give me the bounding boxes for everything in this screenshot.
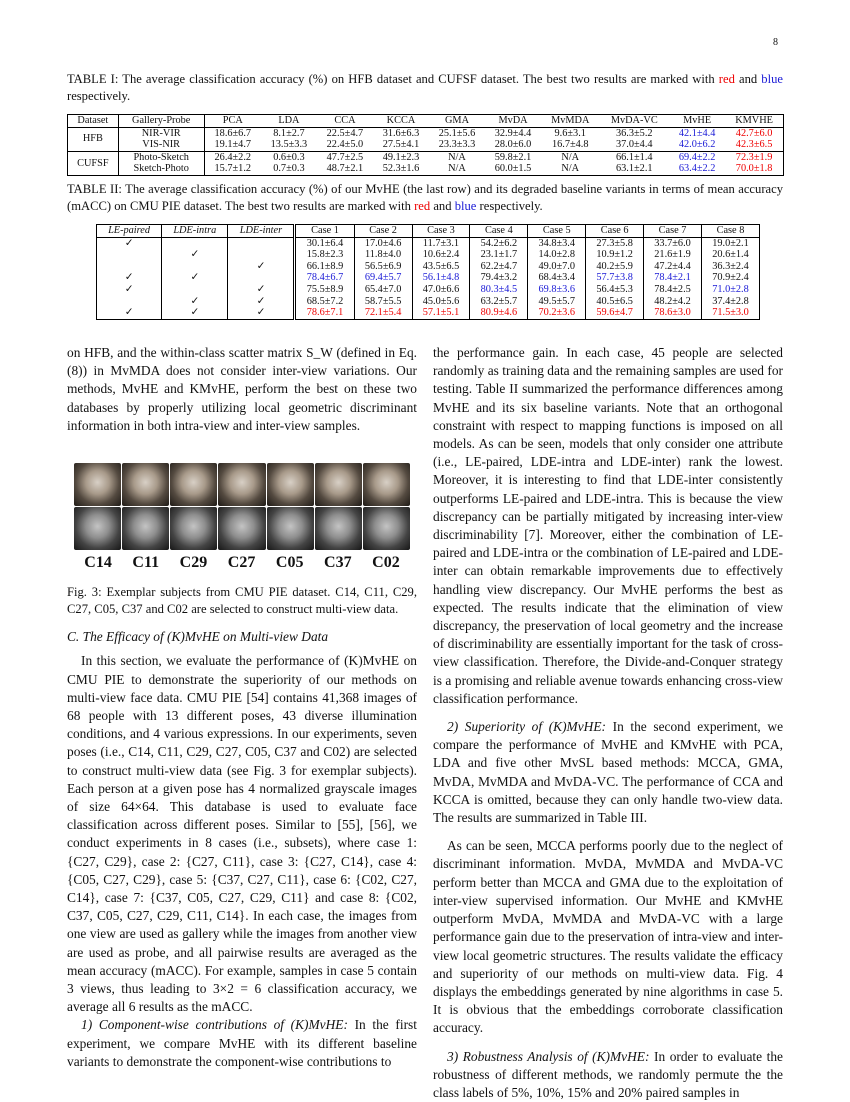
table1-caption (67, 71, 783, 105)
right-paragraph-4-text: In order to evaluate the robustness of different methods, we randomly permute the the class labels of 5%, 10%, 15% and 20% paired samples in (433, 1048, 783, 1100)
table2 (96, 224, 760, 320)
right-paragraph-1: the performance gain. In each case, 45 people are selected randomly as training data and the remaining samples are used for testing. Table II summarized the performance differences among MvHE and its six baseline variants. Note that an orthogonal constraint with respect to mapping functions is imposed on all models. As can be seen, models that only consider one attribute (i.e., LE-paired, LDE-intra and LDE-inter) rank the lowest. Moreover, it is interesting to find that LDE-inter consistently outperforms LE-paired and LDE-intra. This is because the view discrepancy can be partially mitigated by increasing inter-view discriminability [7]. Moreover, either the combination of LE-paired and LDE-intra or the combination of LE-paired and LDE-inter can obtain remarkable improvements due to effectively handling view discrepancy. Our MvHE performs the best as expected. The results indicate that the elimination of view discrepancy, the preservation of local geometry and the increase of discriminability are essentially important for the task of cross-view classification. Therefore, the Divide-and-Conquer strategy is a promising and reliable avenue towards enhancing cross-view classification performance. (433, 345, 783, 706)
table2-row (97, 307, 760, 319)
table1-value-cell: 22.4±5.0 (317, 139, 373, 151)
table2-value-cell: 59.6±4.7 (586, 307, 644, 319)
table1-row (68, 127, 784, 139)
table2-value-cell: 66.1±8.9 (295, 261, 354, 273)
table2-value-cell: 75.5±8.9 (295, 284, 354, 296)
table2-header-cell: Case 2 (354, 225, 412, 238)
table2-value-cell: 40.5±6.5 (586, 296, 644, 308)
table2-value-cell: 15.8±2.3 (295, 249, 354, 261)
table1-value-cell: 16.7±4.8 (541, 139, 599, 151)
section-heading: C. The Efficacy of (K)MvHE on Multi-view Data (67, 629, 329, 645)
table1-value-cell: 23.3±3.3 (429, 139, 485, 151)
page-number: 8 (773, 37, 778, 48)
table1-value-cell: N/A (561, 163, 580, 175)
right-paragraph-3: As can be seen, MCCA performs poorly due to the neglect of discriminant information. MvDA, MvMDA and MvDA-VC perform better than MCCA and GMA due to the exploitation of inter-view supervised information. Our MvHE and KMvHE outperform MvDA, MvMDA and MvDA-VC with a large performance gain due to the preservation of intra-view and inter-view local geometric structures. The results validate the efficacy and superiority of our methods on multi-view data. Fig. 4 displays the embeddings generated by nine algorithms in case 5. It is obvious that the embeddings corroborate classification accuracy. (433, 838, 783, 1036)
face-image-c05 (267, 463, 314, 506)
table1-value-cell: 66.1±1.4 (616, 151, 653, 163)
table2-value-cell: 63.2±5.7 (470, 296, 528, 308)
figure3-caption: Fig. 3: Exemplar subjects from CMU PIE dataset. C14, C11, C29, C27, C05, C37 and C02 are selected to construct multi-view data. (67, 585, 417, 617)
table1-value-cell: 70.0±1.8 (735, 163, 773, 175)
table2-value-cell: 33.7±6.0 (644, 237, 702, 249)
cmu-pie-face-grid (74, 463, 410, 550)
table2-header-cell: Case 3 (412, 225, 470, 238)
table1-value-cell: 63.4±2.2 (678, 163, 716, 175)
table2-value-cell: 56.5±6.9 (354, 261, 412, 273)
pose-label: C27 (227, 554, 256, 572)
table2-caption-red: red (414, 199, 431, 213)
table1-probe-cell: NIR-VIR (118, 127, 204, 139)
right-paragraph-4 (433, 1048, 783, 1102)
table1-value-cell: 18.6±6.7 (214, 127, 252, 139)
table1-value-cell: 27.5±4.1 (373, 139, 429, 151)
table2-value-cell: 65.4±7.0 (354, 284, 412, 296)
table2-value-cell: 19.0±2.1 (712, 237, 749, 249)
table1-dataset-cell: CUFSF (68, 151, 119, 175)
table1-header-cell: Dataset (68, 115, 119, 128)
table1-value-cell: 36.3±5.2 (616, 127, 653, 139)
face-image-c27 (218, 463, 265, 506)
table2-header-cell: Case 6 (586, 225, 644, 238)
table2-row (97, 237, 760, 249)
right-paragraph-2 (433, 718, 783, 827)
table1-value-cell: 19.1±4.7 (204, 139, 261, 151)
table2-check-cell (97, 249, 162, 261)
table2-value-cell: 78.6±7.1 (295, 307, 354, 319)
table2-check-cell (228, 272, 295, 284)
table2-value-cell: 78.4±6.7 (295, 272, 354, 284)
table1-value-cell: 37.0±4.4 (599, 139, 669, 151)
table2-value-cell: 70.9±2.4 (712, 272, 749, 284)
table1-caption-blue: blue (761, 72, 783, 86)
subsection-heading-2: 2) Superiority of (K)MvHE: (447, 719, 606, 735)
face-image-c11 (122, 463, 169, 506)
table2-header-cell: LDE-intra (162, 225, 228, 238)
table2-check-cell (228, 237, 295, 249)
table1-value-cell: 32.9±4.4 (494, 127, 532, 139)
table2-value-cell: 78.4±2.1 (644, 272, 702, 284)
table1-value-cell: 0.7±0.3 (273, 163, 305, 175)
table2-caption-text: TABLE II: The average classification accuracy (%) of our MvHE (the last row) and its degraded baseline variants in terms of mean accuracy (mACC) on CMU PIE dataset. The best two results are marked with (67, 182, 783, 213)
table1-header-cell: MvMDA (541, 115, 599, 128)
right-column (433, 344, 783, 1102)
table1-probe-cell: Photo-Sketch (118, 151, 204, 163)
face-image-c37 (315, 507, 362, 550)
left-paragraph-2: In this section, we evaluate the performance of (K)MvHE on CMU PIE to demonstrate the superiority of our methods on multi-view face data. CMU PIE [54] contains 41,368 images of 68 people with 13 different poses, 43 diverse illumination conditions, and 4 various expressions. In our experiments, seven poses (i.e., C14, C11, C29, C27, C05, C37 and C02) are selected to construct multi-view data (see Fig. 3 for exemplar subjects). Each person at a given pose has 4 normalized grayscale images of size 64×64. This database is used to evaluate face classification across different poses. Similar to [55], [56], we conduct experiments in 8 cases (i.e., subsets), where case 1: {C27, C29}, case 2: {C27, C11}, case 3: {C27, C14}, case 4: {C05, C27, C29}, case 5: {C37, C27, C11}, case 6: {C02, C27, C14}, case 7: {C37, C05, C27, C29, C11} and case 8: {C02, C37, C05, C27, C29, C11, C14}. In each case, the images from one view are used as gallery while the images from another view are used as probe, and all pairwise results are averaged as the mean accuracy (mACC). For example, samples in case 5 contain 3 views, thus leading to 3×2 = 6 classification accuracy, we average all 6 results as the mACC. (67, 653, 417, 1015)
face-image-c29 (170, 463, 217, 506)
face-image-c14 (74, 463, 121, 506)
table2-caption-and: and (433, 199, 452, 213)
pose-label: C11 (132, 554, 160, 572)
table2-check-cell: ✓ (162, 296, 228, 308)
table1-header-cell: MvHE (669, 115, 725, 128)
table2-value-cell: 72.1±5.4 (354, 307, 412, 319)
left-paragraph-3 (67, 1016, 417, 1071)
table2-row (97, 261, 760, 273)
table2-value-cell: 27.3±5.8 (586, 237, 644, 249)
table2-check-cell: ✓ (162, 307, 228, 319)
table2-value-cell: 45.0±5.6 (412, 296, 470, 308)
table1-header-cell: GMA (429, 115, 485, 128)
table1-value-cell: N/A (448, 151, 466, 163)
table1-row (68, 151, 784, 163)
left-paragraph-3-text: In the first experiment, we compare MvHE with its different baseline variants to demonstrate the component-wise contributions to (67, 1017, 417, 1069)
table1-value-cell: 26.4±2.2 (214, 151, 252, 163)
right-paragraph-2-text: In the second experiment, we compare the performance of MvHE and KMvHE with PCA, LDA and five other MvSL based methods: MCCA, GMA, MvDA, MvMDA and MvDA-VC. The performance of CCA and KCCA is omitted, because they can only handle two-view data. The results are summarized in Table III. (433, 719, 784, 826)
table2-value-cell: 79.4±3.2 (470, 272, 528, 284)
table1-value-cell: 28.0±6.0 (485, 139, 541, 151)
table2-value-cell: 70.2±3.6 (528, 307, 586, 319)
table1-value-cell: 48.7±2.1 (326, 163, 364, 175)
subsection-heading-1: 1) Component-wise contributions of (K)MvHE: (81, 1017, 348, 1033)
table2-check-cell (162, 284, 228, 296)
left-paragraph-1: on HFB, and the within-class scatter matrix S_W (defined in Eq. (8)) in MvMDA does not consider inter-view variations. Our methods, MvHE and KMvHE, perform the best on these two databases by properly utilizing local geometric discriminant information in both intra-view and inter-view samples. (67, 345, 417, 433)
table2-check-cell: ✓ (228, 261, 295, 273)
table2-value-cell: 69.4±5.7 (354, 272, 412, 284)
table2-check-cell: ✓ (228, 296, 295, 308)
table1-value-cell: 42.7±6.0 (735, 127, 773, 139)
table1-value-cell: 9.6±3.1 (554, 127, 586, 139)
table1-header-cell: KMVHE (725, 115, 783, 128)
table2-check-cell (162, 237, 228, 249)
table2-value-cell: 62.2±4.7 (470, 261, 528, 273)
table2-check-cell: ✓ (162, 272, 228, 284)
face-image-c29 (170, 507, 217, 550)
table2-value-cell: 80.9±4.6 (470, 307, 528, 319)
table1-value-cell: 8.1±2.7 (273, 127, 305, 139)
table2-value-cell: 40.2±5.9 (586, 261, 644, 273)
table2-header-cell: LE-paired (97, 225, 162, 238)
table1-caption-text: TABLE I: The average classification accuracy (%) on HFB dataset and CUFSF dataset. The best two results are marked with (67, 72, 715, 86)
table2-check-cell (97, 296, 162, 308)
table2-value-cell: 68.5±7.2 (295, 296, 354, 308)
table2-header-cell: Case 7 (644, 225, 702, 238)
table2-value-cell: 20.6±1.4 (712, 249, 749, 261)
table2-value-cell: 23.1±1.7 (470, 249, 528, 261)
table2-caption-end: respectively. (479, 199, 543, 213)
table1-value-cell: 59.8±2.1 (494, 151, 532, 163)
table2-check-cell (162, 261, 228, 273)
table1 (67, 114, 784, 176)
table1-value-cell: 31.6±6.3 (382, 127, 420, 139)
table1-value-cell: 15.7±1.2 (214, 163, 252, 175)
table1-header-cell: CCA (317, 115, 373, 128)
pose-labels (74, 554, 410, 572)
subsection-heading-3: 3) Robustness Analysis of (K)MvHE: (447, 1048, 650, 1064)
table1-header-cell: KCCA (373, 115, 429, 128)
pose-label: C29 (179, 554, 208, 572)
table1-value-cell: 60.0±1.5 (494, 163, 532, 175)
table1-header-cell: LDA (261, 115, 317, 128)
table2-value-cell: 69.8±3.6 (528, 284, 586, 296)
table2-value-cell: 30.1±6.4 (295, 237, 354, 249)
table1-value-cell: 42.1±4.4 (678, 127, 716, 139)
table2-value-cell: 80.3±4.5 (470, 284, 528, 296)
table2-value-cell: 71.0±2.8 (712, 283, 749, 295)
table2-row (97, 249, 760, 261)
table1-value-cell: 69.4±2.2 (678, 151, 716, 163)
table2-value-cell: 68.4±3.4 (528, 272, 586, 284)
pose-label: C02 (372, 554, 400, 572)
face-image-c14 (74, 507, 121, 550)
table2-header-cell: Case 4 (470, 225, 528, 238)
face-image-c02 (363, 463, 410, 506)
table2-header-cell: Case 8 (701, 225, 759, 238)
table2-value-cell: 10.6±2.4 (412, 249, 470, 261)
table2-value-cell: 56.1±4.8 (412, 272, 470, 284)
table1-probe-cell: Sketch-Photo (118, 163, 204, 175)
table2-check-cell: ✓ (97, 284, 162, 296)
table2-value-cell: 57.1±5.1 (412, 307, 470, 319)
table1-value-cell: 42.0±6.2 (669, 139, 725, 151)
table1-row (68, 163, 784, 175)
table2-value-cell: 34.8±3.4 (528, 237, 586, 249)
table2-header-cell: Case 5 (528, 225, 586, 238)
table1-probe-cell: VIS-NIR (118, 139, 204, 151)
table1-header-cell: Gallery-Probe (118, 115, 204, 128)
pose-label: C05 (275, 554, 304, 572)
table2-value-cell: 56.4±5.3 (586, 284, 644, 296)
table1-value-cell: 0.6±0.3 (273, 151, 305, 163)
table2-row (97, 296, 760, 308)
table2-check-cell: ✓ (228, 307, 295, 319)
table2-check-cell: ✓ (97, 272, 162, 284)
table2-value-cell: 54.2±6.2 (470, 237, 528, 249)
table1-value-cell: N/A (561, 151, 580, 163)
table1-dataset-cell: HFB (68, 127, 119, 151)
left-column (67, 344, 417, 1071)
table2-value-cell: 49.0±7.0 (528, 261, 586, 273)
table1-header-cell: MvDA-VC (599, 115, 669, 128)
table2-check-cell: ✓ (162, 249, 228, 261)
table2-value-cell: 11.7±3.1 (412, 237, 470, 249)
table1-value-cell: 52.3±1.6 (382, 163, 420, 175)
face-image-c02 (363, 507, 410, 550)
table2-check-cell: ✓ (97, 237, 162, 249)
table2-caption (67, 181, 783, 215)
table2-value-cell: 71.5±3.0 (712, 307, 749, 319)
table2-check-cell (97, 261, 162, 273)
table1-value-cell: 72.3±1.9 (735, 151, 773, 163)
table2-row (97, 284, 760, 296)
face-image-c05 (267, 507, 314, 550)
table2-caption-blue: blue (454, 199, 477, 213)
table2-value-cell: 21.6±1.9 (644, 249, 702, 261)
table2-value-cell: 17.0±4.6 (354, 237, 412, 249)
table1-value-cell: 49.1±2.3 (382, 151, 420, 163)
table2-value-cell: 57.7±3.8 (586, 272, 644, 284)
table1-value-cell: 13.5±3.3 (261, 139, 317, 151)
table1-value-cell: 47.7±2.5 (326, 151, 364, 163)
table1-caption-and: and (739, 72, 758, 86)
table2-value-cell: 78.6±3.0 (644, 307, 702, 319)
face-image-c27 (218, 507, 265, 550)
table2-value-cell: 10.9±1.2 (586, 249, 644, 261)
table2-value-cell: 14.0±2.8 (528, 249, 586, 261)
table2-value-cell: 49.5±5.7 (528, 296, 586, 308)
table2-check-cell: ✓ (228, 284, 295, 296)
table2-value-cell: 78.4±2.5 (644, 284, 702, 296)
face-image-c11 (122, 507, 169, 550)
table1-header-cell: PCA (204, 115, 261, 128)
table1-header-cell: MvDA (485, 115, 541, 128)
table2-value-cell: 36.3±2.4 (712, 260, 749, 272)
pose-label: C37 (324, 554, 352, 572)
table2-check-cell (228, 249, 295, 261)
table2-value-cell: 43.5±6.5 (412, 261, 470, 273)
table2-value-cell: 37.4±2.8 (712, 295, 749, 307)
table1-value-cell: 42.3±6.5 (725, 139, 783, 151)
table1-value-cell: 63.1±2.1 (616, 163, 653, 175)
table2-header-cell: LDE-inter (228, 225, 295, 238)
table1-value-cell: 22.5±4.7 (326, 127, 364, 139)
table1-row (68, 139, 784, 151)
table1-value-cell: 25.1±5.6 (438, 127, 476, 139)
table1-caption-red: red (718, 72, 735, 86)
face-image-c37 (315, 463, 362, 506)
pose-label: C14 (84, 554, 112, 572)
table2-header-cell: Case 1 (295, 225, 354, 238)
table2-value-cell: 47.0±6.6 (412, 284, 470, 296)
table2-value-cell: 11.8±4.0 (354, 249, 412, 261)
table1-caption-end: respectively. (67, 89, 131, 103)
table2-value-cell: 58.7±5.5 (354, 296, 412, 308)
table2-row (97, 272, 760, 284)
table2-check-cell: ✓ (97, 307, 162, 319)
table2-value-cell: 47.2±4.4 (644, 261, 702, 273)
table2-value-cell: 48.2±4.2 (644, 296, 702, 308)
table1-value-cell: N/A (448, 163, 466, 175)
